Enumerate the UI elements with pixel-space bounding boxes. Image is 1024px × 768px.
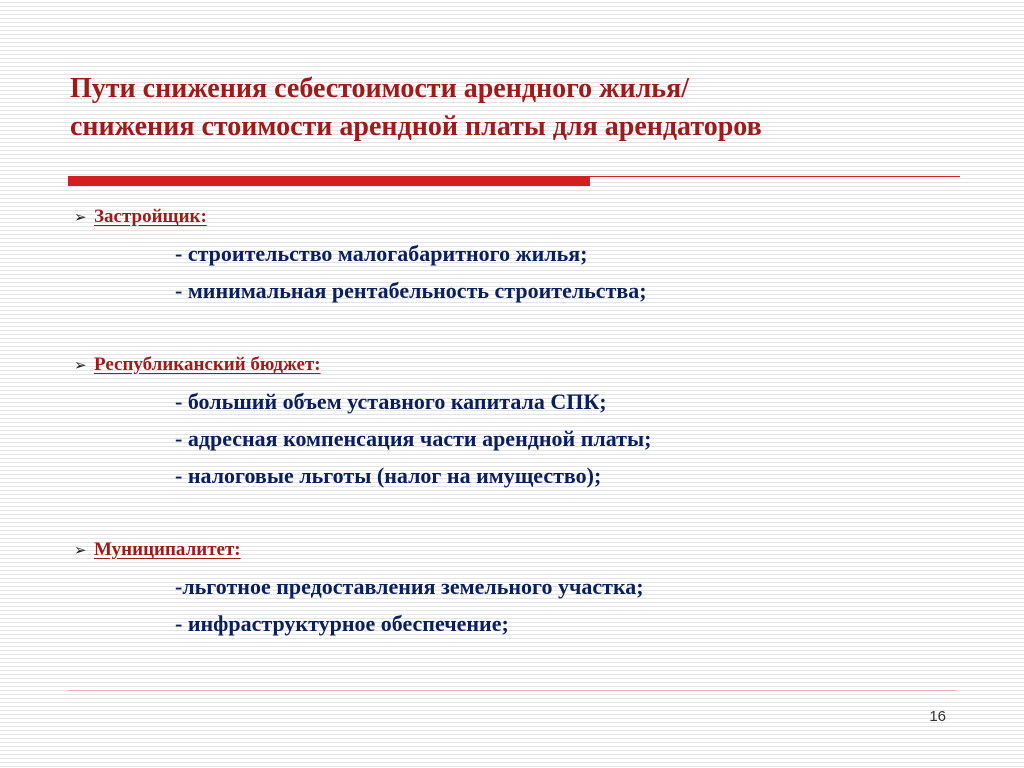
list-item: - адресная компенсация части арендной платы; <box>175 426 652 451</box>
section-heading-label: Муниципалитет: <box>94 539 241 560</box>
slide-title-line-1: Пути снижения себестоимости арендного жилья/ <box>70 73 690 104</box>
section-republican-budget <box>74 346 954 494</box>
list-item: - больший объем уставного капитала СПК; <box>175 389 607 414</box>
section-heading-label: Республиканский бюджет: <box>94 354 321 375</box>
list-item: -льготное предоставления земельного участка; <box>175 574 644 599</box>
list-item: - инфраструктурное обеспечение; <box>175 611 509 636</box>
slide-title-line-2: снижения стоимости арендной платы для арендаторов <box>70 111 762 142</box>
arrow-bullet-icon: ➢ <box>74 541 87 559</box>
section-municipality <box>74 531 954 642</box>
section-developer <box>74 198 954 309</box>
footer-divider <box>68 690 956 691</box>
section-heading <box>74 531 954 568</box>
arrow-bullet-icon: ➢ <box>74 356 87 374</box>
section-heading <box>74 346 954 383</box>
slide-title <box>70 70 970 146</box>
arrow-bullet-icon: ➢ <box>74 208 87 226</box>
list-item: - налоговые льготы (налог на имущество); <box>175 463 602 488</box>
section-heading <box>74 198 954 235</box>
title-underline-thick <box>68 176 590 186</box>
title-underline-thin <box>590 176 960 177</box>
list-item: - строительство малогабаритного жилья; <box>175 241 588 266</box>
page-number: 16 <box>929 708 946 725</box>
section-heading-label: Застройщик: <box>94 206 207 227</box>
list-item: - минимальная рентабельность строительства; <box>175 278 647 303</box>
slide-content <box>74 198 954 642</box>
